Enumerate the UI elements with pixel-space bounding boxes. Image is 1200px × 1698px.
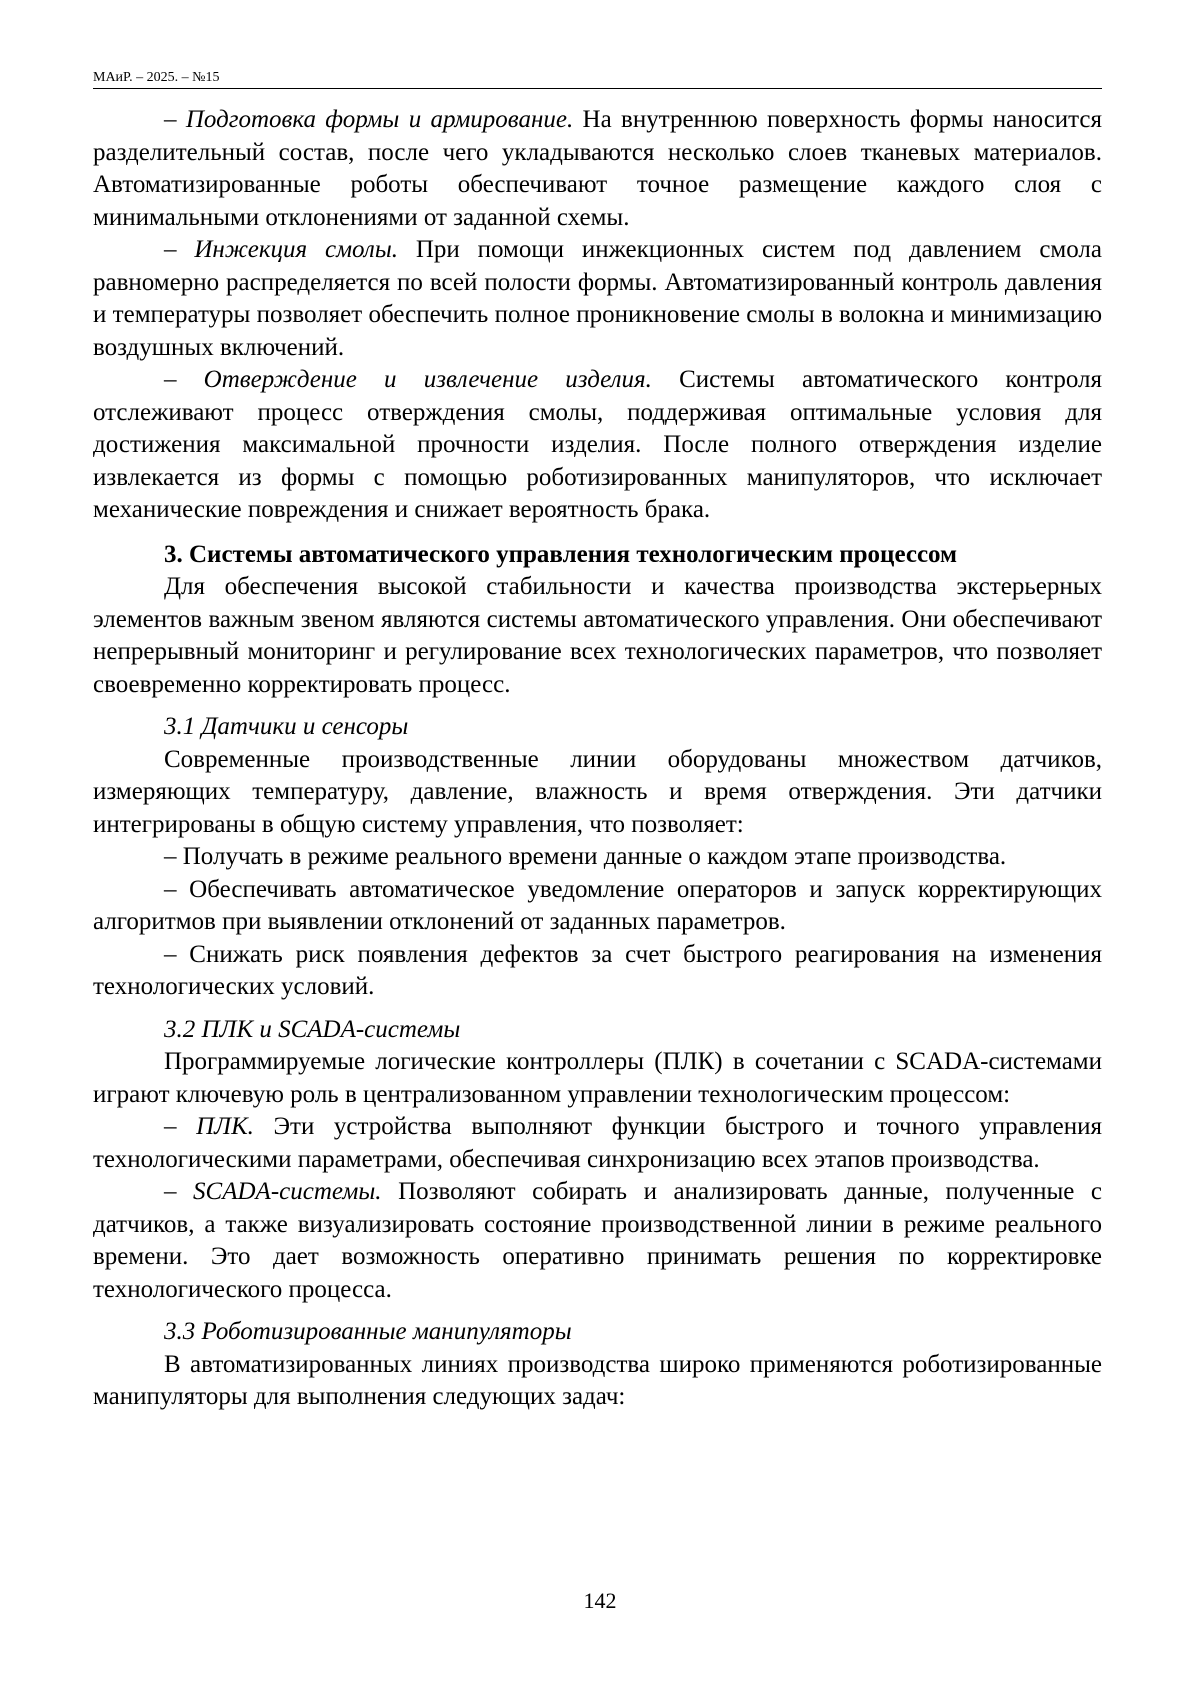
subsection-3-3-heading: 3.3 Роботизированные манипуляторы [93, 1316, 1102, 1349]
list-item: – Обеспечивать автоматическое уведомление операторов и запуск корректирующих алгоритмов при выявлении отклонений от заданных параметров. [93, 874, 1102, 939]
list-item: – Получать в режиме реального времени данные о каждом этапе производства. [93, 841, 1102, 874]
document-page [0, 0, 1200, 1698]
section-3-heading: 3. Системы автоматического управления технологическим процессом [93, 539, 1102, 572]
subsection-3-3-paragraph: В автоматизированных линиях производства широко применяются роботизированные манипуляторы для выполнения следующих задач: [93, 1349, 1102, 1414]
list-item [93, 1176, 1102, 1306]
running-header: МАиР. – 2025. – №15 [93, 70, 219, 86]
term-curing-extraction: – Отверждение и извлечение изделия. [164, 366, 652, 393]
text-curing-extraction: Системы автоматического контроля отслеживают процесс отверждения смолы, поддерживая оптимальные условия для достижения максимальной прочности изделия. После полного отверждения изделие извлекается из формы с помощью роботизированных манипуляторов, что исключает механические повреждения и снижает вероятность брака. [93, 366, 1102, 523]
subsection-3-2-paragraph: Программируемые логические контроллеры (ПЛК) в сочетании с SCADA-системами играют ключевую роль в централизованном управлении технологическим процессом: [93, 1046, 1102, 1111]
subsection-3-1-paragraph: Современные производственные линии оборудованы множеством датчиков, измеряющих температуру, давление, влажность и время отверждения. Эти датчики интегрированы в общую систему управления, что позволяет: [93, 744, 1102, 842]
header-rule [93, 88, 1102, 89]
text-resin-injection: При помощи инжекционных систем под давлением смола равномерно распределяется по всей полости формы. Автоматизированный контроль давления и температуры позволяет обеспечить полное проникновение смолы в волокна и минимизацию воздушных включений. [93, 236, 1102, 361]
term-mold-preparation: – Подготовка формы и армирование. [164, 106, 573, 133]
paragraph-curing-extraction [93, 364, 1102, 527]
section-3-paragraph: Для обеспечения высокой стабильности и качества производства экстерьерных элементов важным звеном являются системы автоматического управления. Они обеспечивают непрерывный мониторинг и регулирование всех технологических параметров, что позволяет своевременно корректировать процесс. [93, 571, 1102, 701]
text-mold-preparation: На внутреннюю поверхность формы наносится разделительный состав, после чего укладываются несколько слоев тканевых материалов. Автоматизированные роботы обеспечивают точное размещение каждого слоя с минимальными отклонениями от заданной схемы. [93, 106, 1102, 231]
term-plc: – ПЛК. [164, 1113, 254, 1140]
subsection-3-1-heading: 3.1 Датчики и сенсоры [93, 711, 1102, 744]
text-plc: Эти устройства выполняют функции быстрого и точного управления технологическими параметрами, обеспечивая синхронизацию всех этапов производства. [93, 1113, 1102, 1173]
text-scada: Позволяют собирать и анализировать данные, полученные с датчиков, а также визуализировать состояние производственной линии в режиме реального времени. Это дает возможность оперативно принимать решения по корректировке технологического процесса. [93, 1178, 1102, 1303]
term-scada: – SCADA-системы. [164, 1178, 382, 1205]
list-item: – Снижать риск появления дефектов за счет быстрого реагирования на изменения технологических условий. [93, 939, 1102, 1004]
term-resin-injection: – Инжекция смолы. [164, 236, 398, 263]
list-item [93, 1111, 1102, 1176]
paragraph-mold-preparation [93, 104, 1102, 234]
subsection-3-2-heading: 3.2 ПЛК и SCADA-системы [93, 1014, 1102, 1047]
page-body [93, 104, 1102, 1414]
paragraph-resin-injection [93, 234, 1102, 364]
page-number: 142 [0, 1588, 1200, 1614]
